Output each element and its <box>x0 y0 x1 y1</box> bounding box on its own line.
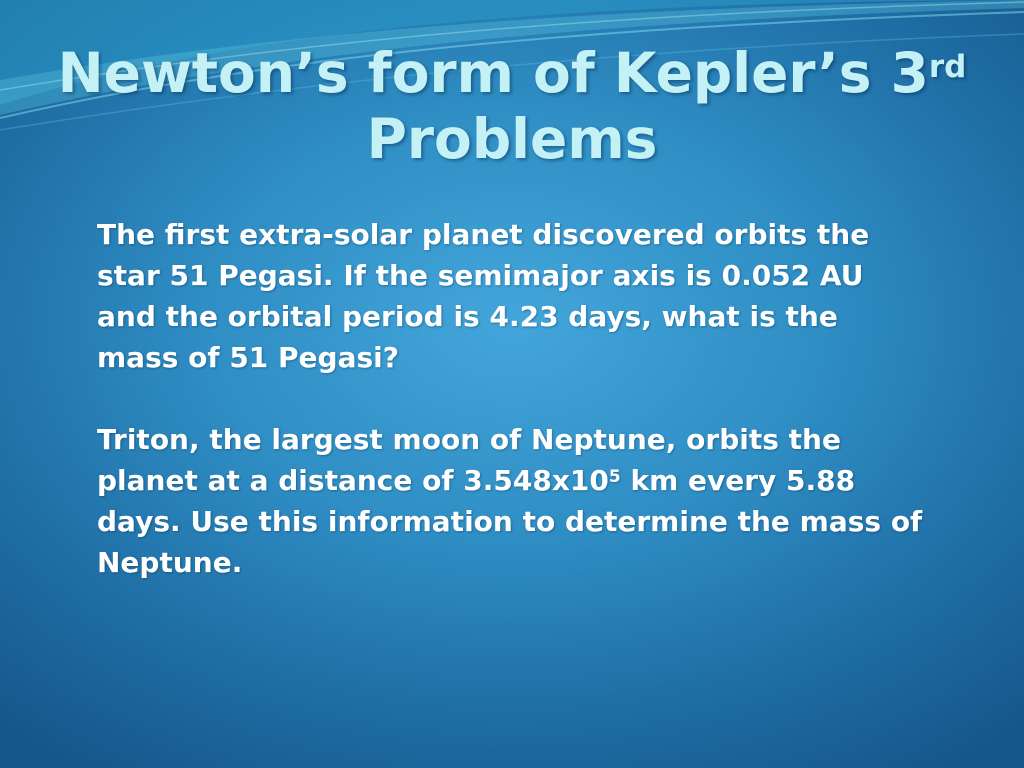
title-ordinal-superscript: rd <box>928 49 967 85</box>
title-line-1 <box>0 40 1024 106</box>
slide-title <box>0 40 1024 172</box>
problem-51-pegasi: The first extra-solar planet discovered orbits the star 51 Pegasi. If the semimajor axis is 0.052 AU and the orbital period is 4.23 days, what is the mass of 51 Pegasi? <box>97 218 870 374</box>
title-main-text: Newton’s form of Kepler’s 3 <box>57 41 929 105</box>
title-line-2: Problems <box>366 107 658 171</box>
problem-triton-neptune <box>97 419 927 583</box>
problem-2-text-start: Triton, the largest moon of Neptune, orbits the planet at a distance of 3.548x10 <box>97 423 841 497</box>
slide-body <box>97 214 927 624</box>
exponent-superscript: 5 <box>608 467 621 487</box>
problem-2-text-end: km every 5.88 days. Use this information to determine the mass of Neptune. <box>97 464 923 579</box>
